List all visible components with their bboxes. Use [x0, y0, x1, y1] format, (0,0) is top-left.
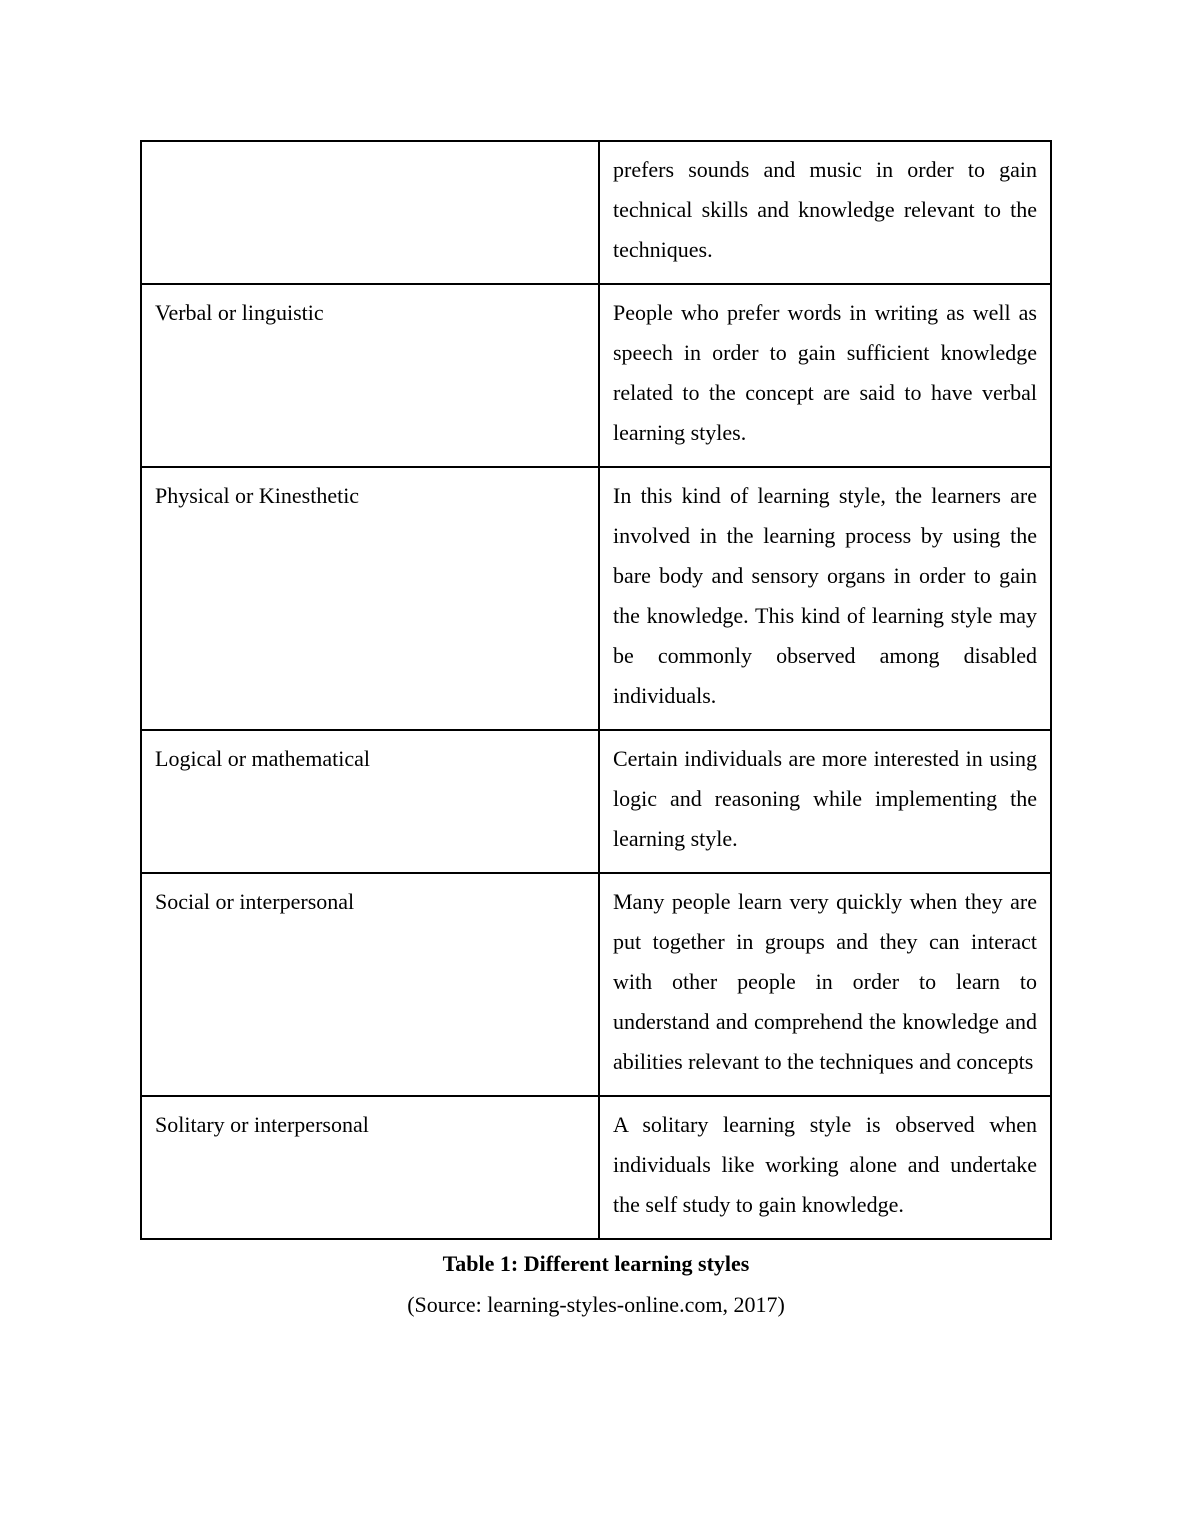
table-row: [141, 467, 1051, 730]
table-caption: Table 1: Different learning styles: [442, 1251, 750, 1276]
style-name-cell: Social or interpersonal: [141, 873, 599, 1096]
style-name-cell: [141, 141, 599, 284]
style-description-cell: Certain individuals are more interested in using logic and reasoning while implementing the learning style.: [599, 730, 1051, 873]
table-row: [141, 873, 1051, 1096]
style-description-cell: A solitary learning style is observed when individuals like working alone and undertake the self study to gain knowledge.: [599, 1096, 1051, 1239]
style-description-cell: prefers sounds and music in order to gain technical skills and knowledge relevant to the techniques.: [599, 141, 1051, 284]
table-row: [141, 730, 1051, 873]
table-source: (Source: learning-styles-online.com, 2017): [407, 1292, 785, 1317]
style-name-cell: Physical or Kinesthetic: [141, 467, 599, 730]
style-description-cell: Many people learn very quickly when they are put together in groups and they can interact with other people in order to learn to understand and comprehend the knowledge and abilities relevant to the techniques and concepts: [599, 873, 1051, 1096]
page-content: [140, 140, 1052, 1319]
style-name-cell: Verbal or linguistic: [141, 284, 599, 467]
table-row: [141, 284, 1051, 467]
style-name-cell: Solitary or interpersonal: [141, 1096, 599, 1239]
style-description-cell: In this kind of learning style, the learners are involved in the learning process by using the bare body and sensory organs in order to gain the knowledge. This kind of learning style may be commonly observed among disabled individuals.: [599, 467, 1051, 730]
table-row: [141, 1096, 1051, 1239]
table-row: [141, 141, 1051, 284]
style-name-cell: Logical or mathematical: [141, 730, 599, 873]
learning-styles-table: [140, 140, 1052, 1240]
style-description-cell: People who prefer words in writing as well as speech in order to gain sufficient knowledge related to the concept are said to have verbal learning styles.: [599, 284, 1051, 467]
